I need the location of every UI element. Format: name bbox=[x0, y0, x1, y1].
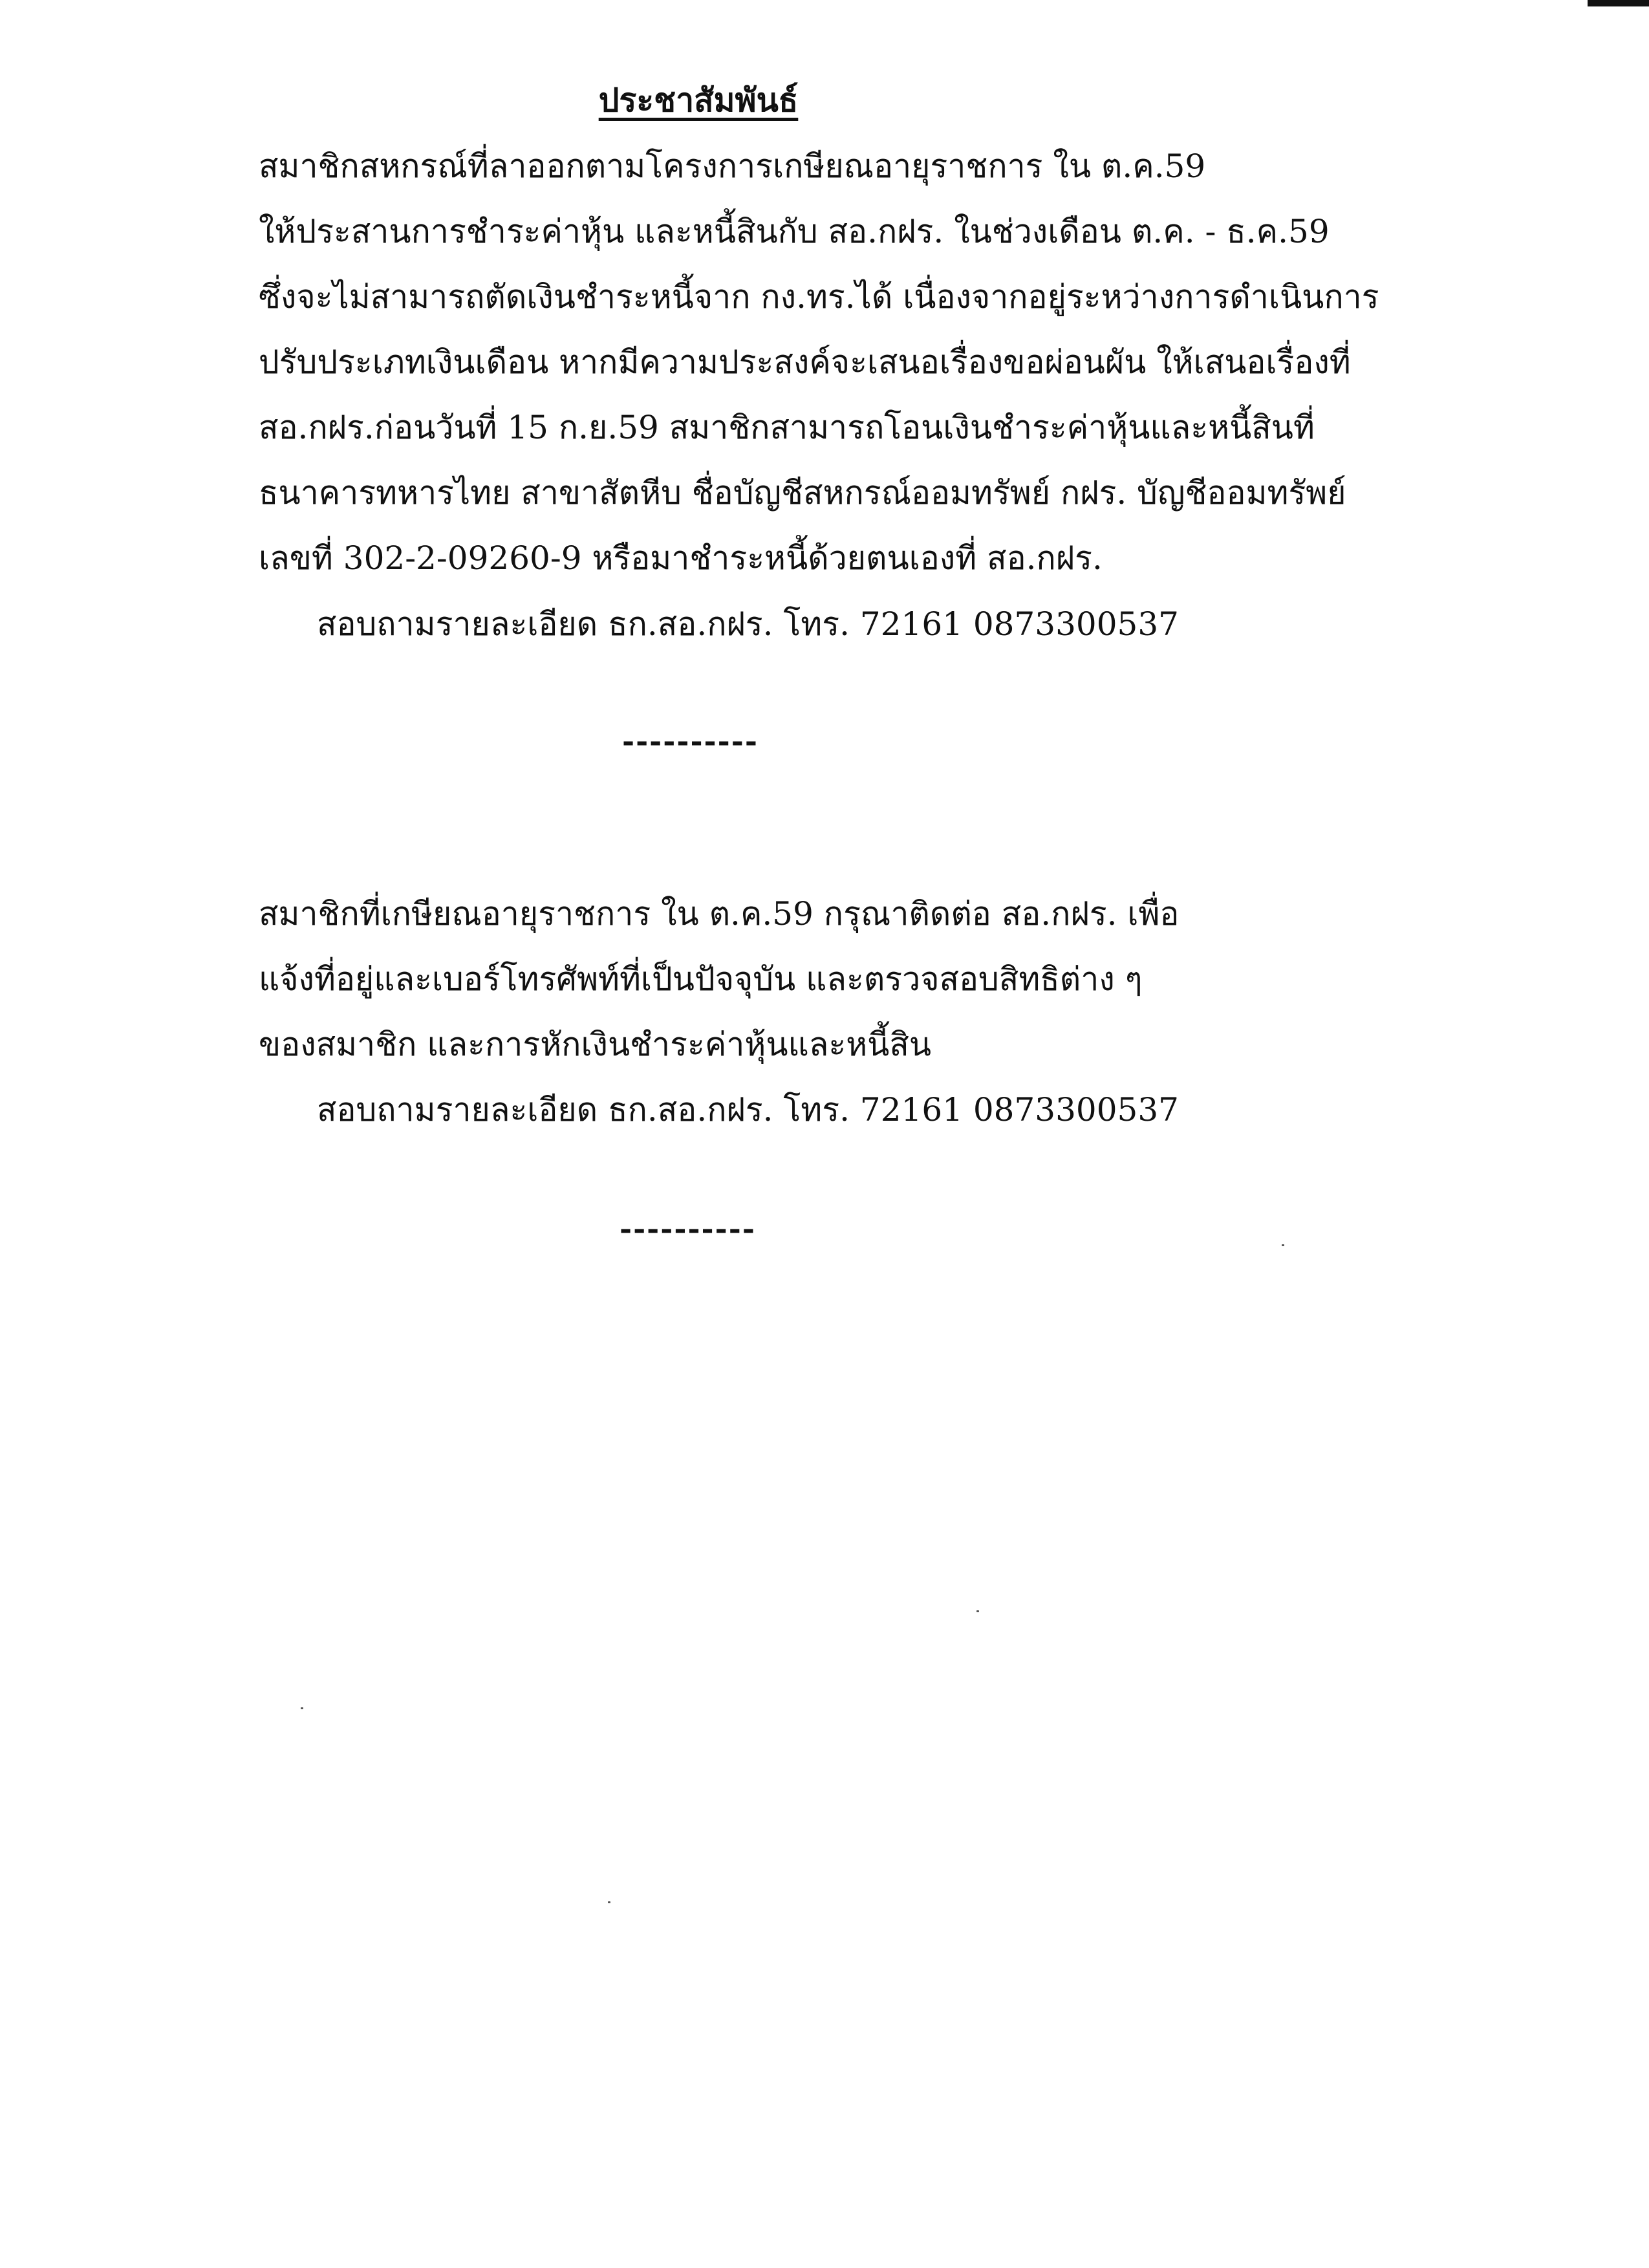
scan-speck bbox=[1282, 1244, 1284, 1246]
paragraph-line: เลขที่ 302-2-09260-9 หรือมาชำระหนี้ด้วยตนเองที่ สอ.กฝร. bbox=[259, 539, 1103, 577]
section-separator: ---------- bbox=[620, 1211, 756, 1246]
scan-speck bbox=[976, 1610, 979, 1612]
scan-corner-mark bbox=[1588, 0, 1649, 6]
paragraph-line: ซึ่งจะไม่สามารถตัดเงินชำระหนี้จาก กง.ทร.ได้ เนื่องจากอยู่ระหว่างการดำเนินการ bbox=[259, 278, 1379, 316]
paragraph-line: สอ.กฝร.ก่อนวันที่ 15 ก.ย.59 สมาชิกสามารถโอนเงินชำระค่าหุ้นและหนี้สินที่ bbox=[259, 409, 1315, 446]
section-separator: ---------- bbox=[622, 724, 759, 759]
contact-info: สอบถามรายละเอียด ธก.สอ.กฝร. โทร. 72161 0873300537 bbox=[317, 1091, 1179, 1129]
paragraph-line: สมาชิกสหกรณ์ที่ลาออกตามโครงการเกษียณอายุราชการ ใน ต.ค.59 bbox=[259, 147, 1206, 185]
paragraph-line: ให้ประสานการชำระค่าหุ้น และหนี้สินกับ สอ.กฝร. ในช่วงเดือน ต.ค. - ธ.ค.59 bbox=[259, 213, 1330, 250]
paragraph-line: ปรับประเภทเงินเดือน หากมีความประสงค์จะเสนอเรื่องขอผ่อนผัน ให้เสนอเรื่องที่ bbox=[259, 343, 1351, 381]
paragraph-line: สมาชิกที่เกษียณอายุราชการ ใน ต.ค.59 กรุณาติดต่อ สอ.กฝร. เพื่อ bbox=[259, 895, 1180, 933]
scan-speck bbox=[301, 1707, 303, 1709]
scan-speck bbox=[608, 1901, 610, 1903]
contact-info: สอบถามรายละเอียด ธก.สอ.กฝร. โทร. 72161 0873300537 bbox=[317, 605, 1179, 643]
paragraph-line: ของสมาชิก และการหักเงินชำระค่าหุ้นและหนี้สิน bbox=[259, 1026, 932, 1063]
paragraph-line: ธนาคารทหารไทย สาขาสัตหีบ ชื่อบัญชีสหกรณ์ออมทรัพย์ กฝร. บัญชีออมทรัพย์ bbox=[259, 474, 1346, 512]
page-title: ประชาสัมพันธ์ bbox=[598, 81, 799, 119]
paragraph-line: แจ้งที่อยู่และเบอร์โทรศัพท์ที่เป็นปัจจุบัน และตรวจสอบสิทธิต่าง ๆ bbox=[259, 960, 1143, 998]
announcement-section-2 bbox=[259, 891, 1358, 1150]
announcement-section-1 bbox=[259, 144, 1379, 661]
